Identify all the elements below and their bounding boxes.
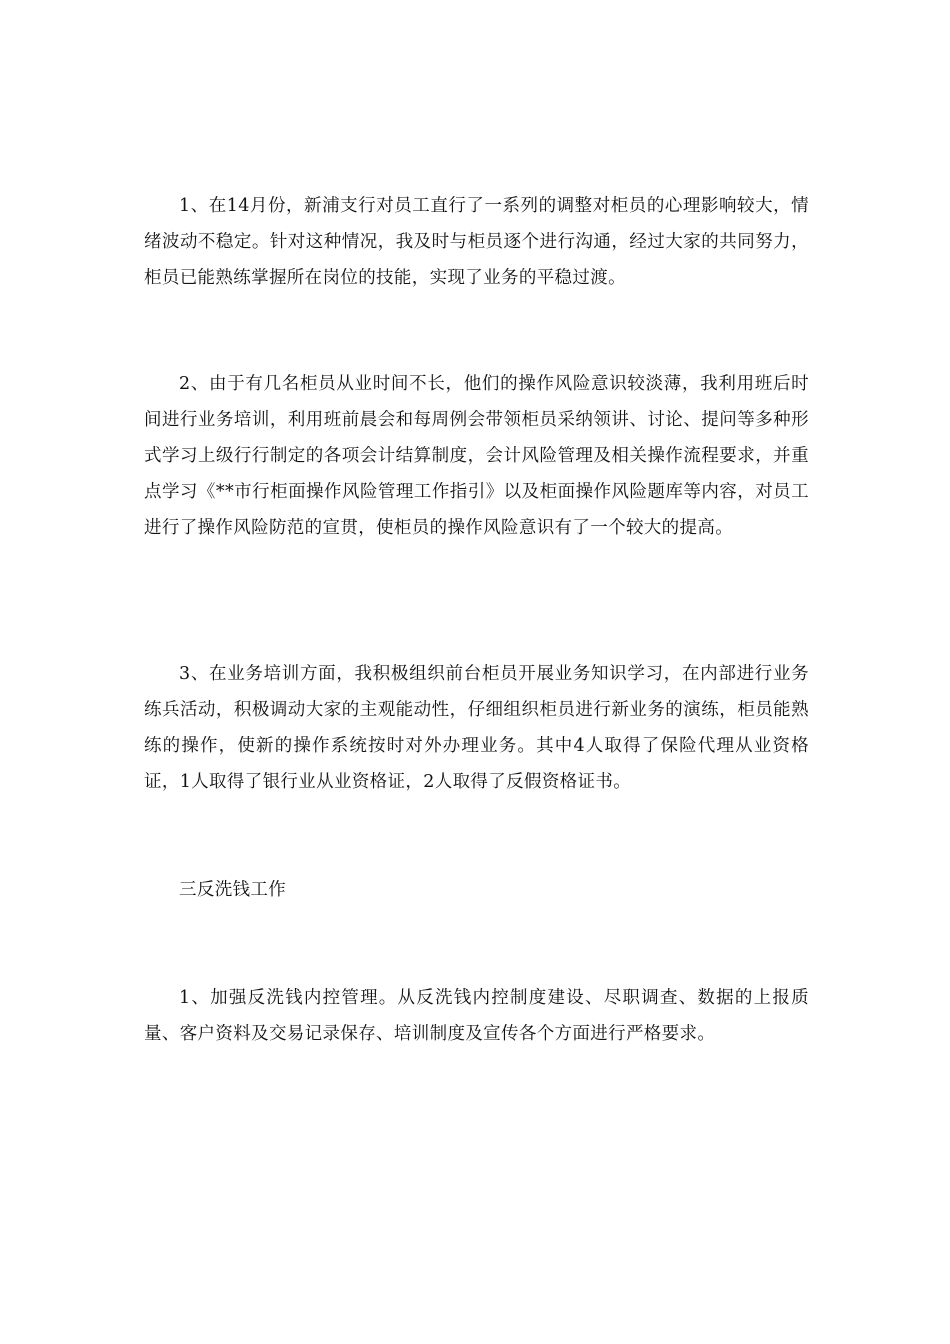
paragraph-staff-adjustment: 1、在14月份，新浦支行对员工直行了一系列的调整对柜员的心理影响较大，情绪波动不稳定。针对这种情况，我及时与柜员逐个进行沟通，经过大家的共同努力，柜员已能熟练掌握所在岗位的技能，实现了业务的平稳过渡。 — [144, 196, 809, 288]
section-heading-anti-money-laundering: 三反洗钱工作 — [179, 880, 287, 900]
paragraph-business-training: 3、在业务培训方面，我积极组织前台柜员开展业务知识学习，在内部进行业务练兵活动，积极调动大家的主观能动性，仔细组织柜员进行新业务的演练，柜员能熟练的操作，使新的操作系统按时对外办理业务。其中4人取得了保险代理从业资格证，1人取得了银行业从业资格证，2人取得了反假资格证书。 — [144, 664, 809, 792]
paragraph-aml-internal-control: 1、加强反洗钱内控管理。从反洗钱内控制度建设、尽职调查、数据的上报质量、客户资料及交易记录保存、培训制度及宣传各个方面进行严格要求。 — [144, 988, 809, 1044]
paragraph-risk-training: 2、由于有几名柜员从业时间不长，他们的操作风险意识较淡薄，我利用班后时间进行业务培训，利用班前晨会和每周例会带领柜员采纳领讲、讨论、提问等多种形式学习上级行行制定的各项会计结算制度，会计风险管理及相关操作流程要求，并重点学习《**市行柜面操作风险管理工作指引》以及柜面操作风险题库等内容，对员工进行了操作风险防范的宣贯，使柜员的操作风险意识有了一个较大的提高。 — [144, 374, 809, 538]
